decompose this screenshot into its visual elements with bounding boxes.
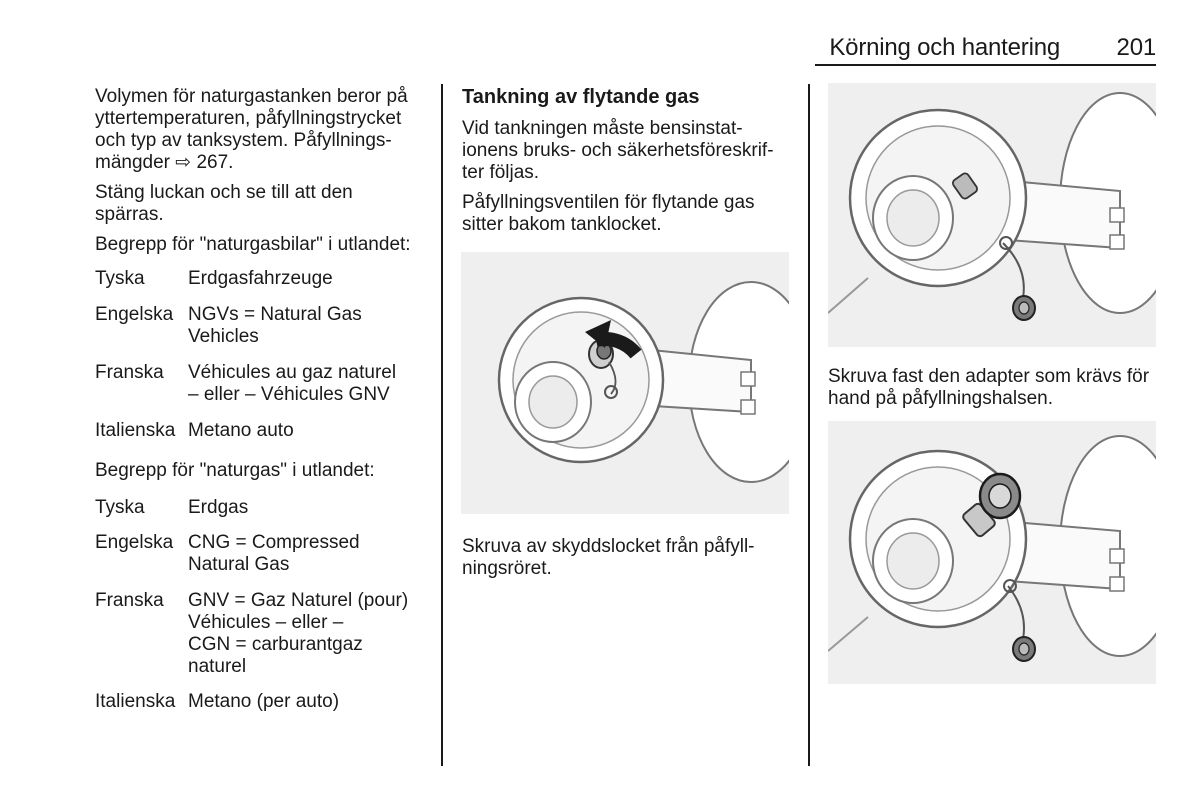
term-language: Engelska (95, 532, 174, 553)
text-line: Erdgas (188, 497, 249, 518)
term-language: Italienska (95, 691, 176, 712)
term-value (188, 497, 428, 519)
term-value (188, 362, 428, 406)
page-number: 201 (1116, 34, 1156, 61)
text-line: och typ av tanksystem. Påfyllnings- (95, 130, 392, 151)
term-language: Tyska (95, 497, 145, 518)
gas-terms-heading (95, 460, 435, 482)
text-line: Begrepp för "naturgas" i utlandet: (95, 460, 375, 481)
term-language: Tyska (95, 268, 145, 289)
text-line: Påfyllningsventilen för flytande gas (462, 192, 755, 213)
text-line: GNV = Gaz Naturel (pour) (188, 590, 409, 611)
text-line: mängder ⇨ 267. (95, 152, 234, 173)
term-value (188, 590, 428, 678)
fuel-flap-cap-removed-illustration (828, 83, 1156, 347)
text-line: ionens bruks- och säkerhetsföreskrif- (462, 140, 774, 161)
text-line: Begrepp för "naturgasbilar" i utlandet: (95, 234, 411, 255)
page-section-title: Körning och hantering (829, 34, 1060, 61)
term-value (188, 268, 428, 290)
figure-1-caption (462, 536, 792, 580)
text-line: sitter bakom tanklocket. (462, 214, 662, 235)
text-line: ter följas. (462, 162, 540, 183)
term-value (188, 691, 428, 713)
column-1-text (95, 86, 435, 264)
term-language: Franska (95, 590, 164, 611)
term-value (188, 532, 428, 576)
ngv-terms-heading (95, 234, 435, 256)
text-line: Skruva av skyddslocket från påfyll- (462, 536, 755, 557)
text-line: CNG = Compressed (188, 532, 360, 553)
text-line: Véhicules au gaz naturel (188, 362, 397, 383)
text-line: hand på påfyllningshalsen. (828, 388, 1054, 409)
text-line: Natural Gas (188, 554, 290, 575)
figure-cap-removed (828, 83, 1156, 347)
term-value (188, 304, 428, 348)
term-language: Engelska (95, 304, 174, 325)
text-line: spärras. (95, 204, 164, 225)
text-line: yttertemperaturen, påfyllningstrycket (95, 108, 402, 129)
text-line: Erdgasfahrzeuge (188, 268, 333, 289)
text-line: Véhicules – eller – (188, 612, 344, 633)
term-value (188, 420, 428, 442)
figure-2-caption (828, 366, 1168, 410)
term-language: Italienska (95, 420, 176, 441)
fuel-flap-illustration (461, 252, 789, 514)
text-line: Metano (per auto) (188, 691, 340, 712)
figure-adapter-fitted (828, 421, 1156, 684)
valve-location-paragraph (462, 192, 792, 236)
tank-volume-paragraph (95, 86, 435, 174)
text-line: ningsröret. (462, 558, 552, 579)
text-line: Volymen för naturgastanken beror på (95, 86, 408, 107)
text-line: NGVs = Natural Gas (188, 304, 362, 325)
text-line: – eller – Véhicules GNV (188, 384, 390, 405)
text-line: Vehicles (188, 326, 259, 347)
text-line: Skruva fast den adapter som krävs för (828, 366, 1150, 387)
text-line: Vid tankningen måste bensinstat- (462, 118, 743, 139)
text-line: CGN = carburantgaz (188, 634, 363, 655)
figure-unscrew-cap (461, 252, 789, 514)
fuel-flap-adapter-illustration (828, 421, 1156, 684)
safety-paragraph (462, 118, 792, 184)
column-divider-2 (808, 84, 810, 766)
text-line: Metano auto (188, 420, 294, 441)
close-flap-paragraph (95, 182, 435, 226)
column-2-text (462, 86, 792, 244)
text-line: naturel (188, 656, 247, 677)
term-language: Franska (95, 362, 164, 383)
text-line: Stäng luckan och se till att den (95, 182, 353, 203)
column-divider-1 (441, 84, 443, 766)
section-heading: Tankning av flytande gas (462, 86, 700, 108)
header-rule (815, 64, 1156, 66)
